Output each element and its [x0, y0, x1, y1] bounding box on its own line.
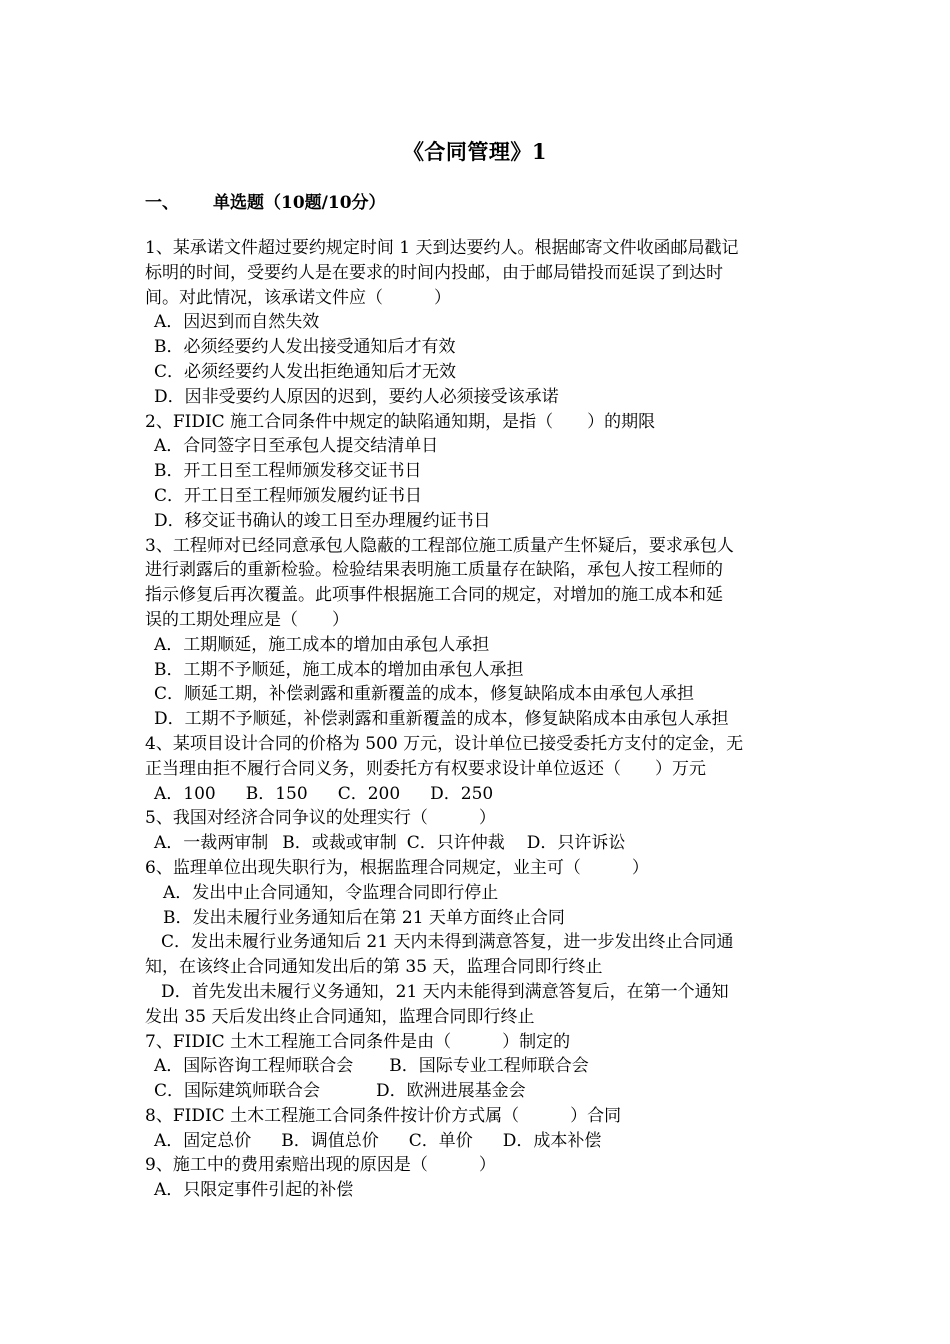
q5-options	[145, 831, 813, 856]
section-heading	[145, 188, 386, 213]
q8-stem: 8、FIDIC 土木工程施工合同条件按计价方式属（ ）合同	[145, 1105, 622, 1126]
q6-stem: 6、监理单位出现失职行为，根据监理合同规定，业主可（ ）	[145, 857, 649, 878]
q7-options-row-2	[145, 1079, 813, 1104]
q4-option-d: D．250	[430, 783, 494, 804]
q3-stem-line-3: 指示修复后再次覆盖。此项事件根据施工合同的规定，对增加的施工成本和延	[145, 585, 723, 606]
section-number: 一、	[145, 193, 179, 213]
q3-stem-line-4: 误的工期处理应是（ ）	[145, 609, 349, 630]
q8-option-d: D．成本补偿	[502, 1130, 602, 1151]
q2-option-a: A．合同签字日至承包人提交结清单日	[154, 436, 439, 457]
q2-option-b: B．开工日至工程师颁发移交证书日	[154, 461, 422, 482]
q4-option-a: A．100	[154, 783, 216, 804]
q4-option-c: C．200	[337, 783, 401, 804]
q4-options	[145, 782, 813, 807]
q6-option-b: B．发出未履行业务通知后在第 21 天单方面终止合同	[163, 907, 565, 928]
q1-option-b: B．必须经要约人发出接受通知后才有效	[154, 337, 456, 358]
q3-stem-line-2: 进行剥露后的重新检验。检验结果表明施工质量存在缺陷，承包人按工程师的	[145, 560, 723, 581]
q3-option-b: B．工期不予顺延，施工成本的增加由承包人承担	[154, 659, 524, 680]
q8-option-b: B．调值总价	[281, 1130, 379, 1151]
q1-stem-line-1: 1、某承诺文件超过要约规定时间 1 天到达要约人。根据邮寄文件收函邮局戳记	[145, 238, 739, 258]
q1-stem-line-2: 标明的时间，受要约人是在要求的时间内投邮，由于邮局错投而延误了到达时	[145, 262, 723, 283]
q7-stem: 7、FIDIC 土木工程施工合同条件是由（ ）制定的	[145, 1031, 571, 1052]
q6-option-c-line-2: 知，在该终止合同通知发出后的第 35 天，监理合同即行终止	[145, 957, 603, 978]
q1-option-a: A．因迟到而自然失效	[154, 312, 320, 333]
q5-stem: 5、我国对经济合同争议的处理实行（ ）	[145, 808, 496, 829]
q8-options	[145, 1129, 813, 1154]
q7-option-b: B．国际专业工程师联合会	[389, 1056, 589, 1077]
q9-option-a: A．只限定事件引起的补偿	[154, 1180, 354, 1201]
q8-option-c: C．单价	[408, 1130, 473, 1151]
question-list	[145, 236, 813, 1203]
q6-option-c-line-1: C．发出未履行业务通知后 21 天内未得到满意答复，进一步发出终止合同通	[161, 932, 734, 953]
q3-stem-line-1: 3、工程师对已经同意承包人隐蔽的工程部位施工质量产生怀疑后，要求承包人	[145, 535, 734, 556]
q7-option-a: A．国际咨询工程师联合会	[154, 1056, 354, 1077]
q1-option-d: D．因非受要约人原因的迟到，要约人必须接受该承诺	[154, 386, 559, 407]
q6-option-d-line-1: D．首先发出未履行义务通知，21 天内未能得到满意答复后，在第一个通知	[161, 981, 729, 1002]
q4-stem-line-1: 4、某项目设计合同的价格为 500 万元，设计单位已接受委托方支付的定金，无	[145, 733, 744, 754]
q5-option-d: D．只许诉讼	[526, 833, 626, 854]
q1-option-c: C．必须经要约人发出拒绝通知后才无效	[154, 361, 457, 382]
q3-option-c: C．顺延工期，补偿剥露和重新覆盖的成本，修复缺陷成本由承包人承担	[154, 684, 695, 705]
q1-stem-line-3: 间。对此情况，该承诺文件应（ ）	[145, 287, 451, 308]
q5-option-a: A．一裁两审制	[154, 833, 269, 854]
q5-option-b: B．或裁或审制	[282, 833, 397, 854]
q5-option-c: C．只许仲裁	[406, 833, 505, 854]
q4-option-b: B．150	[245, 783, 308, 804]
q7-option-d: D．欧洲进展基金会	[376, 1081, 526, 1102]
q3-option-d: D．工期不予顺延，补偿剥露和重新覆盖的成本，修复缺陷成本由承包人承担	[154, 709, 729, 730]
q9-stem: 9、施工中的费用索赔出现的原因是（ ）	[145, 1155, 496, 1176]
document-title: 《合同管理》1	[402, 139, 548, 164]
q6-option-a: A．发出中止合同通知，令监理合同即行停止	[163, 882, 499, 903]
q2-stem: 2、FIDIC 施工合同条件中规定的缺陷通知期，是指（ ）的期限	[145, 411, 656, 432]
q3-option-a: A．工期顺延，施工成本的增加由承包人承担	[154, 634, 490, 655]
q6-option-d-line-2: 发出 35 天后发出终止合同通知，监理合同即行终止	[145, 1006, 535, 1027]
q7-options-row-1	[145, 1054, 813, 1079]
q8-option-a: A．固定总价	[154, 1130, 252, 1151]
q4-stem-line-2: 正当理由拒不履行合同义务，则委托方有权要求设计单位返还（ ）万元	[145, 758, 706, 779]
q2-option-d: D．移交证书确认的竣工日至办理履约证书日	[154, 510, 491, 531]
q7-option-c: C．国际建筑师联合会	[154, 1081, 321, 1102]
section-label: 单选题（10题/10分）	[213, 193, 386, 213]
q2-option-c: C．开工日至工程师颁发履约证书日	[154, 485, 423, 506]
